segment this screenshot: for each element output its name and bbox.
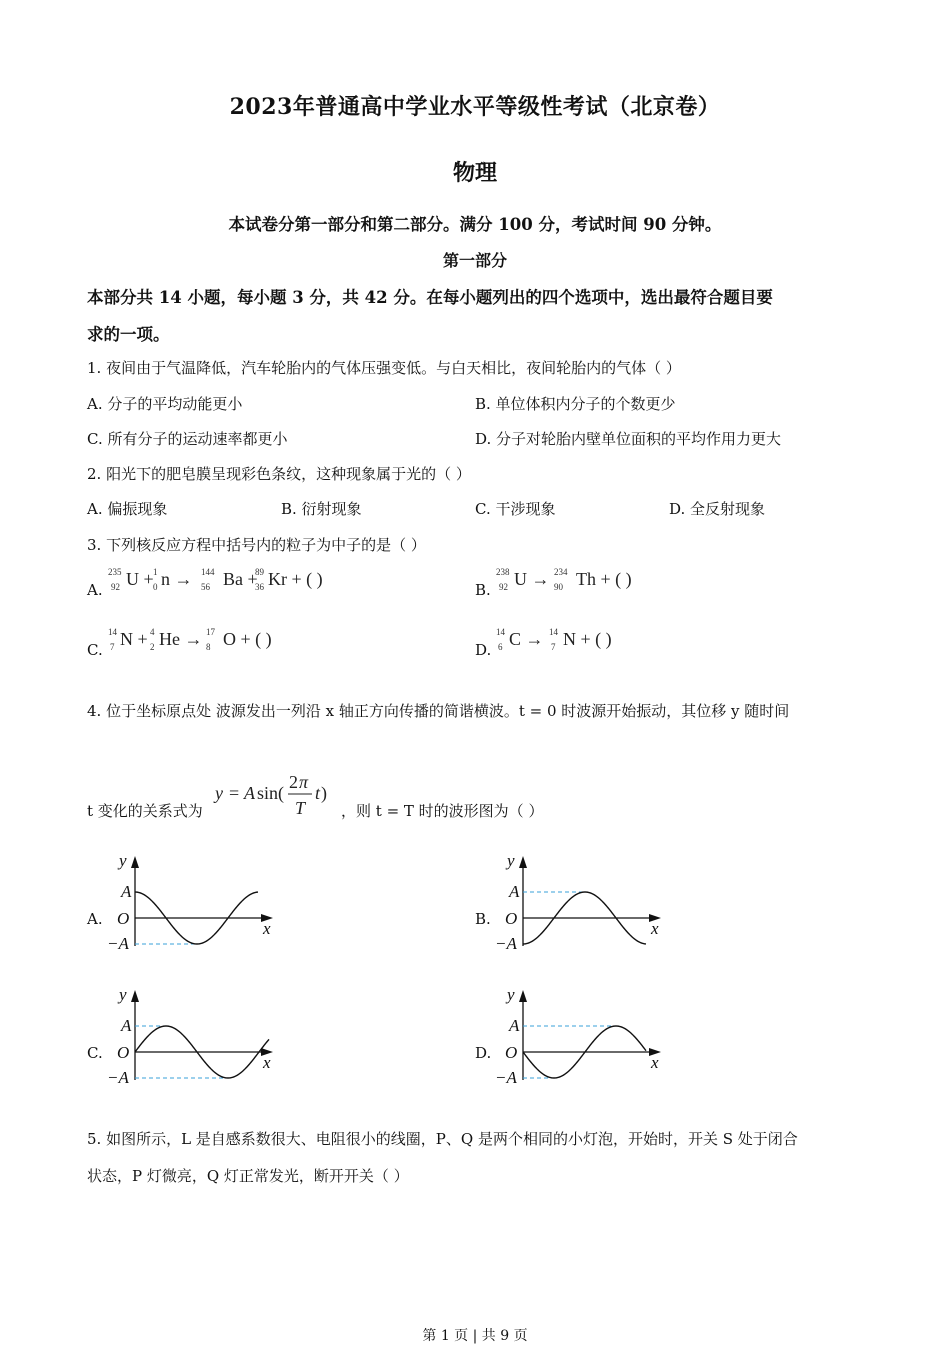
part-description-line-2: 求的一项。: [87, 325, 170, 344]
svg-text:92: 92: [499, 582, 508, 592]
q4-graph-d: [491, 982, 671, 1096]
wave-graph-c: [103, 982, 283, 1092]
q3-stem: 3. 下列核反应方程中括号内的粒子为中子的是（ ）: [87, 536, 426, 554]
origin-label: O: [117, 1043, 130, 1062]
y-axis-arrow: [519, 856, 527, 868]
part-description-line-1: 本部分共 14 小题，每小题 3 分，共 42 分。在每小题列出的四个选项中，选出最符合题目要: [87, 288, 773, 307]
q1-option-a: A. 分子的平均动能更小: [87, 395, 243, 413]
svg-text:t: t: [315, 783, 321, 803]
q5-stem-line-2: 状态，P 灯微亮，Q 灯正常发光，断开开关（ ）: [87, 1167, 409, 1185]
svg-text:1: 1: [153, 567, 158, 577]
svg-text:14: 14: [496, 627, 505, 637]
y-axis-label: y: [507, 851, 515, 870]
q3-option-d-label: D.: [475, 641, 492, 659]
y-axis-arrow: [131, 856, 139, 868]
svg-text:n →: n →: [161, 569, 193, 589]
svg-text:2: 2: [150, 642, 155, 652]
q3-equation-c-svg: [106, 624, 316, 658]
q4-graph-c: [103, 982, 283, 1096]
svg-text:7: 7: [110, 642, 115, 652]
y-axis-label: y: [507, 985, 515, 1004]
svg-text:Th + ( ): Th + ( ): [576, 569, 632, 589]
negative-amplitude-label: −A: [495, 934, 517, 953]
q4-graph-b: [491, 848, 671, 962]
q2-option-c: C. 干涉现象: [475, 500, 556, 518]
amplitude-label: A: [121, 1016, 132, 1035]
q3-option-b-equation: [494, 564, 694, 602]
q4-stem-line-1: 4. 位于坐标原点处 波源发出一列沿 x 轴正方向传播的简谐横波。t = 0 时波源开始振动，其位移 y 随时间: [87, 702, 790, 720]
svg-text:6: 6: [498, 642, 503, 652]
svg-text:235: 235: [108, 567, 122, 577]
q4-option-d-label: D.: [475, 1044, 492, 1062]
q3-option-c-label: C.: [87, 641, 103, 659]
q3-option-a-equation: [106, 564, 376, 602]
svg-text:14: 14: [549, 627, 558, 637]
q2-stem: 2. 阳光下的肥皂膜呈现彩色条纹，这种现象属于光的（ ）: [87, 465, 471, 483]
y-axis-arrow: [519, 990, 527, 1002]
q2-option-a: A. 偏振现象: [87, 500, 168, 518]
svg-text:56: 56: [201, 582, 210, 592]
q3-option-c-equation: [106, 624, 316, 662]
svg-text:He →: He →: [159, 629, 203, 649]
svg-text:90: 90: [554, 582, 563, 592]
wave-graph-d: [491, 982, 671, 1092]
svg-text:36: 36: [255, 582, 264, 592]
exam-title: 2023年普通高中学业水平等级性考试（北京卷）: [229, 94, 721, 120]
q4-stem-line-2b: ，则 t = T 时的波形图为（ ）: [341, 802, 544, 820]
q4-graph-a: [103, 848, 283, 962]
exam-intro: 本试卷分第一部分和第二部分。满分 100 分，考试时间 90 分钟。: [228, 215, 722, 234]
svg-text:7: 7: [551, 642, 556, 652]
svg-text:238: 238: [496, 567, 510, 577]
svg-text:N +: N +: [120, 629, 148, 649]
amplitude-label: A: [509, 1016, 520, 1035]
q3-equation-a-svg: [106, 564, 376, 598]
svg-text:4: 4: [150, 627, 155, 637]
page-footer: 第 1 页 | 共 9 页: [422, 1328, 528, 1344]
q1-option-b: B. 单位体积内分子的个数更少: [475, 395, 676, 413]
svg-text:17: 17: [206, 627, 215, 637]
q3-option-b-label: B.: [475, 581, 491, 599]
x-axis-label: x: [263, 1053, 271, 1072]
q4-option-a-label: A.: [87, 910, 103, 928]
svg-text:U +: U +: [126, 569, 154, 589]
q4-option-c-label: C.: [87, 1044, 103, 1062]
q1-option-c: C. 所有分子的运动速率都更小: [87, 430, 288, 448]
svg-text:234: 234: [554, 567, 568, 577]
q2-option-d: D. 全反射现象: [669, 500, 766, 518]
negative-amplitude-label: −A: [107, 934, 129, 953]
q3-equation-d-svg: [494, 624, 674, 658]
subject-title: 物理: [452, 160, 497, 186]
y-axis-arrow: [131, 990, 139, 1002]
negative-amplitude-label: −A: [107, 1068, 129, 1087]
svg-text:=: =: [229, 783, 240, 803]
svg-text:C →: C →: [509, 629, 544, 649]
q3-option-d-equation: [494, 624, 674, 662]
svg-text:2: 2: [289, 772, 298, 792]
q3-equation-b-svg: [494, 564, 694, 598]
svg-text:8: 8: [206, 642, 211, 652]
x-axis-label: x: [651, 919, 659, 938]
svg-text:144: 144: [201, 567, 215, 577]
y-axis-label: y: [119, 851, 127, 870]
q1-stem: 1. 夜间由于气温降低，汽车轮胎内的气体压强变低。与白天相比，夜间轮胎内的气体（ ）: [87, 359, 681, 377]
negative-amplitude-label: −A: [495, 1068, 517, 1087]
svg-text:A: A: [244, 783, 255, 803]
q4-formula-svg: [213, 768, 341, 822]
svg-text:U →: U →: [514, 569, 550, 589]
svg-text:N + ( ): N + ( ): [563, 629, 612, 649]
svg-text:O + ( ): O + ( ): [223, 629, 272, 649]
svg-text:π: π: [299, 772, 309, 792]
part-heading: 第一部分: [442, 251, 507, 270]
svg-text:T: T: [295, 798, 306, 818]
svg-text:y: y: [215, 783, 223, 803]
q2-option-b: B. 衍射现象: [281, 500, 362, 518]
svg-text:Kr + ( ): Kr + ( ): [268, 569, 323, 589]
origin-label: O: [505, 909, 518, 928]
x-axis-label: x: [263, 919, 271, 938]
q4-stem-line-2a: t 变化的关系式为: [87, 802, 203, 820]
x-axis-label: x: [651, 1053, 659, 1072]
y-axis-label: y: [119, 985, 127, 1004]
svg-text:14: 14: [108, 627, 117, 637]
origin-label: O: [117, 909, 130, 928]
q5-stem-line-1: 5. 如图所示，L 是自感系数很大、电阻很小的线圈，P、Q 是两个相同的小灯泡，开始时，开关 S 处于闭合: [87, 1130, 798, 1148]
amplitude-label: A: [121, 882, 132, 901]
wave-graph-a: [103, 848, 283, 958]
origin-label: O: [505, 1043, 518, 1062]
svg-text:89: 89: [255, 567, 264, 577]
q4-option-b-label: B.: [475, 910, 491, 928]
q1-option-d: D. 分子对轮胎内壁单位面积的平均作用力更大: [475, 430, 782, 448]
amplitude-label: A: [509, 882, 520, 901]
wave-graph-b: [491, 848, 671, 958]
svg-text:Ba +: Ba +: [223, 569, 258, 589]
svg-text:sin(: sin(: [257, 783, 284, 803]
svg-text:92: 92: [111, 582, 120, 592]
svg-text:): ): [321, 783, 327, 803]
svg-text:0: 0: [153, 582, 158, 592]
q4-formula: [213, 768, 341, 826]
q3-option-a-label: A.: [87, 581, 103, 599]
